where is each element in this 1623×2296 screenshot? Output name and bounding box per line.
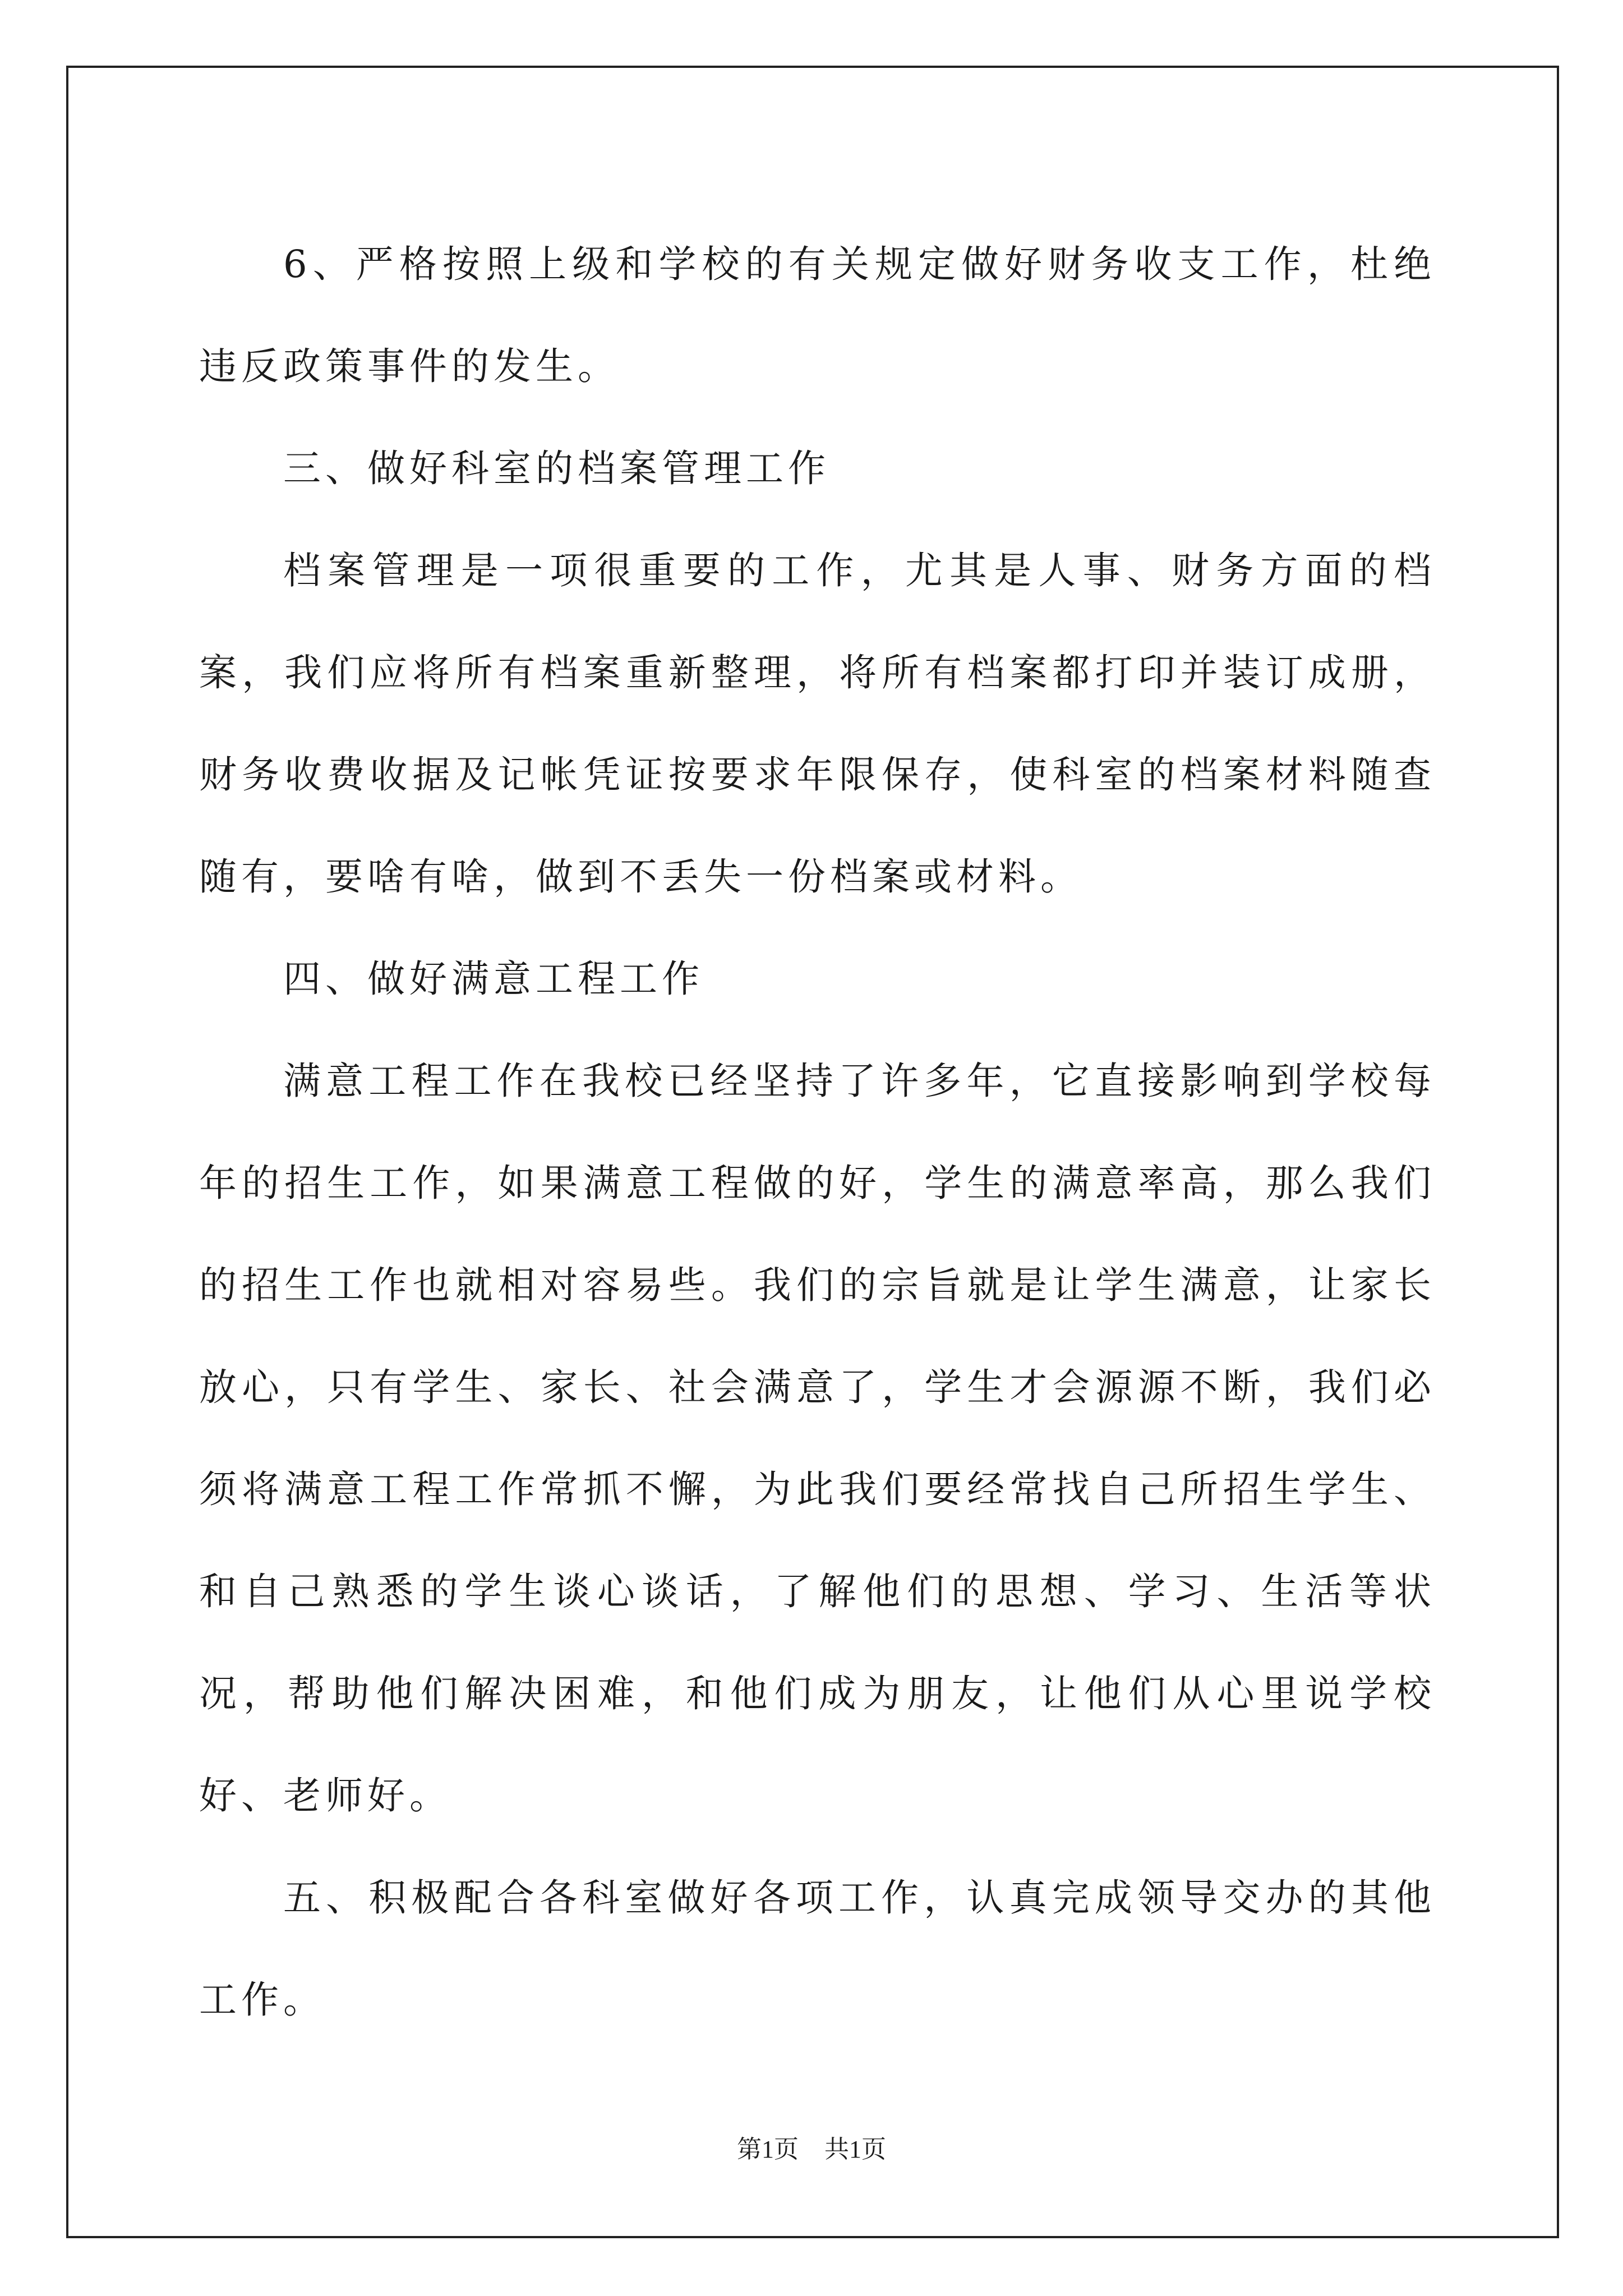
page-footer bbox=[0, 2129, 1623, 2165]
paragraph-satisfaction: 满意工程工作在我校已经坚持了许多年，它直接影响到学校每年的招生工作，如果满意工程做的好，学生的满意率高，那么我们的招生工作也就相对容易些。我们的宗旨就是让学生满意，让家长放心，只有学生、家长、社会满意了，学生才会源源不断，我们必须将满意工程工作常抓不懈，为此我们要经常找自己所招生学生、和自己熟悉的学生谈心谈话，了解他们的思想、学习、生活等状况，帮助他们解决困难，和他们成为朋友，让他们从心里说学校好、老师好。 bbox=[199, 1059, 1436, 1818]
section-heading-satisfaction: 四、做好满意工程工作 bbox=[283, 957, 704, 1001]
page-number: 第1页 bbox=[737, 2136, 799, 2163]
paragraph-archives: 档案管理是一项很重要的工作，尤其是人事、财务方面的档案，我们应将所有档案重新整理，将所有档案都打印并装订成册，财务收费收据及记帐凭证按要求年限保存，使科室的档案材料随查随有，要啥有啥，做到不丢失一份档案或材料。 bbox=[199, 549, 1436, 899]
page-total: 共1页 bbox=[824, 2136, 886, 2163]
paragraph-finance-rules: 6、严格按照上级和学校的有关规定做好财务收支工作，杜绝违反政策事件的发生。 bbox=[199, 242, 1436, 388]
paragraph-cooperation: 五、积极配合各科室做好各项工作，认真完成领导交办的其他工作。 bbox=[199, 1876, 1436, 2022]
document-body bbox=[199, 213, 1436, 2051]
section-heading-archives: 三、做好科室的档案管理工作 bbox=[283, 447, 830, 490]
